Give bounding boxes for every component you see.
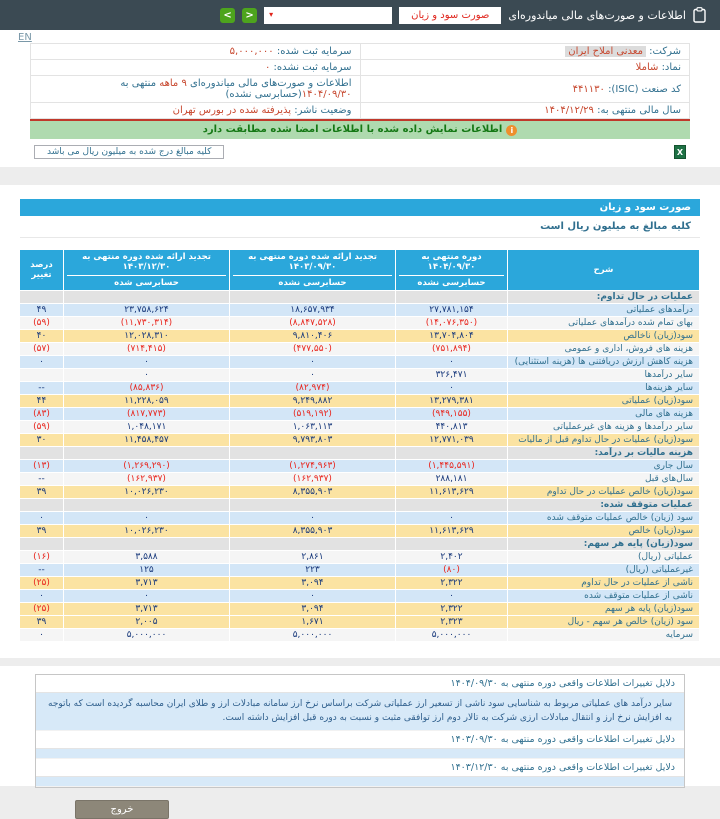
row-value: ۰: [20, 590, 64, 603]
registered-capital-value: ۵,۰۰۰,۰۰۰: [229, 46, 274, 57]
row-label: هزینه های مالی: [508, 408, 700, 421]
row-value: ۳,۰۹۴: [230, 577, 396, 590]
row-value: (۱,۲۶۹,۲۹۰): [64, 460, 230, 473]
row-value: ۸,۳۵۵,۹۰۳: [230, 486, 396, 499]
row-value: ۰: [64, 356, 230, 369]
table-row: [20, 330, 700, 343]
row-value: ۳۹: [20, 525, 64, 538]
row-label: سود(زیان) پایه هر سهم: [508, 603, 700, 616]
row-value: [396, 499, 508, 512]
table-row: [20, 408, 700, 421]
row-value: ۰: [396, 590, 508, 603]
row-value: ۳۰: [20, 434, 64, 447]
row-value: ۴۹: [20, 304, 64, 317]
table-row: [20, 577, 700, 590]
row-value: (۱۳): [20, 460, 64, 473]
signature-match-notice: [30, 119, 690, 139]
row-label: سود(زیان) عملیاتی: [508, 395, 700, 408]
footnote-title: دلایل تغییرات اطلاعات واقعی دوره منتهی به ۱۴۰۳/۰۹/۳۰: [36, 731, 684, 749]
table-row: [20, 525, 700, 538]
row-value: (۸۳): [20, 408, 64, 421]
statement-title-bar: صورت سود و زیان: [20, 199, 700, 216]
fiscal-year-label: سال مالی منتهی به:: [597, 105, 681, 116]
info-icon: i: [506, 125, 517, 136]
row-value: [64, 538, 230, 551]
row-value: ۱۳,۲۷۹,۳۸۱: [396, 395, 508, 408]
footnote-body: سایر درآمد های عملیاتی مربوط به شناسایی سود ناشی از تسعیر ارز عملیاتی شرکت براساس نرخ ارز سامانه مبادلات ارز و طلای ایران محاسبه گردیده است که باتوجه به افزایش نرخ ارز و انتقال مبادلات ارزی شرکت به تالار دوم ارز توافقی مثبت و نسبت به دوره قبل افزایش داشته است.: [36, 693, 684, 731]
row-value: [396, 447, 508, 460]
row-value: (۵۹): [20, 317, 64, 330]
row-label: عملیاتی (ریال): [508, 551, 700, 564]
row-value: ۸,۳۵۵,۹۰۳: [230, 525, 396, 538]
table-row: [20, 304, 700, 317]
row-value: (۱۶): [20, 551, 64, 564]
topbar-title: اطلاعات و صورت‌های مالی میاندوره‌ای: [508, 8, 686, 22]
info-row: [31, 103, 690, 119]
row-value: ۰: [230, 512, 396, 525]
row-value: ۰: [230, 356, 396, 369]
row-value: (۱۴,۰۷۶,۳۵۰): [396, 317, 508, 330]
row-value: ۱۲۵: [64, 564, 230, 577]
table-row: [20, 551, 700, 564]
statement-units-note: کلیه مبالغ به میلیون ریال است: [20, 216, 700, 238]
row-value: ۳,۷۱۳: [64, 577, 230, 590]
footnote-body: [36, 749, 684, 759]
table-row: [20, 473, 700, 486]
row-label: سود(زیان) خالص عملیات در حال تداوم: [508, 486, 700, 499]
row-value: [64, 447, 230, 460]
excel-export-icon[interactable]: X: [674, 145, 686, 159]
row-value: [20, 369, 64, 382]
table-row: [20, 616, 700, 629]
table-row: [20, 421, 700, 434]
row-value: ۵,۰۰۰,۰۰۰: [64, 629, 230, 642]
row-value: ۳۹: [20, 486, 64, 499]
row-value: ۹,۷۹۳,۸۰۳: [230, 434, 396, 447]
row-value: ۴۰: [20, 330, 64, 343]
row-value: ۰: [230, 590, 396, 603]
row-value: ۰: [396, 382, 508, 395]
clipboard-icon: [693, 7, 706, 23]
row-value: ۰: [64, 369, 230, 382]
info-row: [31, 44, 690, 60]
row-value: ۲,۳۲۲: [396, 577, 508, 590]
col-percent-change: درصد تغییر: [20, 250, 64, 291]
row-label: درآمدهای عملیاتی: [508, 304, 700, 317]
topbar: [0, 0, 720, 30]
col-description: شرح: [508, 250, 700, 291]
report-duration-value: ۹ ماهه: [159, 78, 187, 89]
table-row: [20, 356, 700, 369]
listing-status-label: وضعیت ناشر:: [294, 105, 352, 116]
statement-card: [0, 185, 720, 658]
table-row: [20, 343, 700, 356]
row-label: سود(زیان) پایه هر سهم:: [508, 538, 700, 551]
row-value: (۱۶۲,۹۳۷): [230, 473, 396, 486]
prev-sheet-button[interactable]: <: [220, 8, 235, 23]
row-value: ۲۳,۷۵۸,۶۲۴: [64, 304, 230, 317]
row-label: عملیات در حال تداوم:: [508, 291, 700, 304]
row-value: ۰: [64, 512, 230, 525]
row-value: --: [20, 564, 64, 577]
company-name-value: معدنی املاح ایران: [565, 46, 646, 57]
row-value: ۱۱,۶۱۳,۶۲۹: [396, 525, 508, 538]
col-restated-prior-period: تجدید ارائه شده دوره منتهی به ۱۴۰۳/۰۹/۳۰ حسابرسی نشده: [230, 250, 396, 291]
sheet-select[interactable]: صورت سود و زیان: [399, 7, 501, 24]
row-value: (۹۴۹,۱۵۵): [396, 408, 508, 421]
row-value: (۲۵): [20, 577, 64, 590]
row-value: ۳,۰۹۴: [230, 603, 396, 616]
row-value: ۵,۰۰۰,۰۰۰: [230, 629, 396, 642]
row-value: [230, 499, 396, 512]
row-value: (۱,۴۴۵,۵۹۱): [396, 460, 508, 473]
row-label: سایر هزینه‌ها: [508, 382, 700, 395]
row-value: (۱۱,۷۳۰,۳۱۴): [64, 317, 230, 330]
exit-button-row: [35, 788, 685, 819]
row-value: ۱۱,۴۵۸,۴۵۷: [64, 434, 230, 447]
col-restated-prior-year: تجدید ارائه شده دوره منتهی به ۱۴۰۳/۱۲/۳۰ حسابرسی شده: [64, 250, 230, 291]
row-value: (۵۹): [20, 421, 64, 434]
row-value: (۸۱۷,۷۷۳): [64, 408, 230, 421]
row-value: (۱۶۲,۹۳۷): [64, 473, 230, 486]
next-sheet-button[interactable]: >: [242, 8, 257, 23]
row-value: (۵۱۹,۱۹۲): [230, 408, 396, 421]
row-value: ۱,۰۴۸,۱۷۱: [64, 421, 230, 434]
row-value: ۹,۸۱۰,۴۰۶: [230, 330, 396, 343]
row-value: ۱۰,۰۲۶,۲۳۰: [64, 525, 230, 538]
row-value: [20, 291, 64, 304]
row-value: (۷۱۴,۴۱۵): [64, 343, 230, 356]
row-label: سود(زیان) خالص: [508, 525, 700, 538]
notice-text: اطلاعات نمایش داده شده با اطلاعات امضا شده مطابقت دارد: [202, 124, 503, 135]
table-row: [20, 382, 700, 395]
table-row: [20, 564, 700, 577]
row-value: [20, 447, 64, 460]
row-label: سایر درآمدها و هزینه های غیرعملیاتی: [508, 421, 700, 434]
row-value: [396, 291, 508, 304]
unregistered-capital-value: ۰: [264, 62, 271, 73]
footnotes-section: [0, 666, 720, 815]
section-row: [20, 291, 700, 304]
report-ending-text: منتهی به: [120, 78, 157, 89]
row-value: (۴۷۷,۵۵۰): [230, 343, 396, 356]
row-value: ۲۷,۷۸۱,۱۵۴: [396, 304, 508, 317]
row-value: ۰: [230, 369, 396, 382]
company-info-table: [30, 43, 690, 119]
row-value: ۲,۴۰۲: [396, 551, 508, 564]
chevron-down-icon: ▾: [269, 10, 274, 19]
footnote-body: [36, 777, 684, 787]
listing-status-value: پذیرفته شده در بورس تهران: [172, 105, 292, 116]
row-label: غیرعملیاتی (ریال): [508, 564, 700, 577]
table-row: [20, 603, 700, 616]
row-value: ۲,۳۲۳: [396, 616, 508, 629]
row-value: (۸,۸۴۷,۵۲۸): [230, 317, 396, 330]
row-value: ۴۴۰,۸۱۳: [396, 421, 508, 434]
isic-label: کد صنعت (ISIC):: [608, 83, 681, 95]
statement-table-body: [20, 291, 700, 642]
table-row: [20, 629, 700, 642]
row-label: سود(زیان) عملیات در حال تداوم قبل از مالیات: [508, 434, 700, 447]
row-value: (۸۲,۹۷۴): [230, 382, 396, 395]
row-value: ۵,۰۰۰,۰۰۰: [396, 629, 508, 642]
row-value: ۱,۰۶۳,۱۱۳: [230, 421, 396, 434]
row-value: [230, 291, 396, 304]
row-label: بهای تمام شده درآمدهای عملیاتی: [508, 317, 700, 330]
toolbar: [30, 139, 690, 161]
row-value: (۸۵,۸۳۶): [64, 382, 230, 395]
row-value: --: [20, 382, 64, 395]
row-value: [20, 538, 64, 551]
row-label: هزینه مالیات بر درآمد:: [508, 447, 700, 460]
row-value: [230, 538, 396, 551]
report-kind-text: اطلاعات و صورت‌های مالی میاندوره‌ای: [190, 78, 352, 89]
row-value: [20, 499, 64, 512]
col-current-period: دوره منتهی به ۱۴۰۴/۰۹/۳۰ حسابرسی نشده: [396, 250, 508, 291]
units-select[interactable]: کلیه مبالغ درج شده به میلیون ریال می باشد: [34, 145, 224, 159]
row-value: ۱۳,۷۰۴,۸۰۴: [396, 330, 508, 343]
table-row: [20, 590, 700, 603]
isic-value: ۴۴۱۱۳۰: [572, 83, 605, 95]
row-value: (۱,۲۷۴,۹۶۳): [230, 460, 396, 473]
row-label: ناشی از عملیات در حال تداوم: [508, 577, 700, 590]
section-row: [20, 447, 700, 460]
footnote-title: دلایل تغییرات اطلاعات واقعی دوره منتهی به ۱۴۰۴/۰۹/۳۰: [36, 675, 684, 693]
row-value: ۰: [396, 512, 508, 525]
row-value: --: [20, 473, 64, 486]
row-value: (۷۵۱,۸۹۴): [396, 343, 508, 356]
row-value: (۸۰): [396, 564, 508, 577]
row-value: ۲,۸۶۱: [230, 551, 396, 564]
row-value: ۳,۷۱۳: [64, 603, 230, 616]
row-label: سال جاری: [508, 460, 700, 473]
row-label: عملیات متوقف شده:: [508, 499, 700, 512]
row-value: ۱۸,۶۵۷,۹۳۴: [230, 304, 396, 317]
row-label: هزینه های فروش، اداری و عمومی: [508, 343, 700, 356]
report-audit-state: (حسابرسی نشده): [225, 89, 302, 100]
row-value: ۰: [20, 356, 64, 369]
row-label: هزینه کاهش ارزش دریافتنی ها (هزینه استثنایی): [508, 356, 700, 369]
row-value: ۳,۵۸۸: [64, 551, 230, 564]
row-value: ۰: [20, 629, 64, 642]
row-value: ۲۲۳: [230, 564, 396, 577]
row-value: ۰: [396, 356, 508, 369]
table-header-row: [20, 250, 700, 291]
row-value: ۱۰,۰۲۶,۲۳۰: [64, 486, 230, 499]
row-value: ۳۹: [20, 616, 64, 629]
row-value: ۱۲,۰۲۸,۳۱۰: [64, 330, 230, 343]
row-value: (۲۵): [20, 603, 64, 616]
row-value: (۵۷): [20, 343, 64, 356]
row-label: سود (زیان) خالص هر سهم - ریال: [508, 616, 700, 629]
income-statement-table: [19, 249, 700, 642]
row-value: ۱۱,۶۱۳,۶۲۹: [396, 486, 508, 499]
row-label: سایر درآمدها: [508, 369, 700, 382]
symbol-value: شاملا: [635, 62, 659, 73]
row-label: سال‌های قبل: [508, 473, 700, 486]
row-value: ۲۸۸,۱۸۱: [396, 473, 508, 486]
table-row: [20, 317, 700, 330]
row-value: ۰: [64, 590, 230, 603]
row-value: ۳۲۶,۴۷۱: [396, 369, 508, 382]
row-value: [64, 499, 230, 512]
table-row: [20, 460, 700, 473]
footnotes-box: [35, 674, 685, 788]
table-row: [20, 369, 700, 382]
exit-button[interactable]: خروج: [75, 800, 169, 819]
period-select[interactable]: [264, 7, 392, 24]
section-row: [20, 499, 700, 512]
en-language-link[interactable]: EN: [18, 32, 32, 43]
row-value: [64, 291, 230, 304]
table-row: [20, 486, 700, 499]
row-value: [396, 538, 508, 551]
table-row: [20, 434, 700, 447]
row-label: سود(زیان) ناخالص: [508, 330, 700, 343]
table-row: [20, 512, 700, 525]
footnote-title: دلایل تغییرات اطلاعات واقعی دوره منتهی به ۱۴۰۳/۱۲/۳۰: [36, 759, 684, 777]
row-label: سرمایه: [508, 629, 700, 642]
row-value: ۲,۰۰۵: [64, 616, 230, 629]
row-value: ۲,۳۲۲: [396, 603, 508, 616]
table-row: [20, 395, 700, 408]
section-row: [20, 538, 700, 551]
row-value: ۱۱,۲۲۸,۰۵۹: [64, 395, 230, 408]
row-label: ناشی از عملیات متوقف شده: [508, 590, 700, 603]
row-value: ۱,۶۷۱: [230, 616, 396, 629]
fiscal-year-value: ۱۴۰۴/۱۲/۲۹: [544, 105, 594, 116]
unregistered-capital-label: سرمایه ثبت نشده:: [273, 62, 352, 73]
row-label: سود (زیان) خالص عملیات متوقف شده: [508, 512, 700, 525]
symbol-label: نماد:: [661, 62, 681, 73]
row-value: ۱۲,۷۷۱,۰۳۹: [396, 434, 508, 447]
row-value: ۰: [20, 512, 64, 525]
info-row: [31, 76, 690, 103]
row-value: ۹,۲۴۹,۸۸۲: [230, 395, 396, 408]
company-info-band: [0, 30, 720, 167]
registered-capital-label: سرمایه ثبت شده:: [276, 46, 352, 57]
row-value: [230, 447, 396, 460]
row-value: ۴۴: [20, 395, 64, 408]
info-row: [31, 60, 690, 76]
company-label: شرکت:: [649, 46, 681, 57]
report-date-value: ۱۴۰۴/۰۹/۳۰: [301, 89, 352, 100]
